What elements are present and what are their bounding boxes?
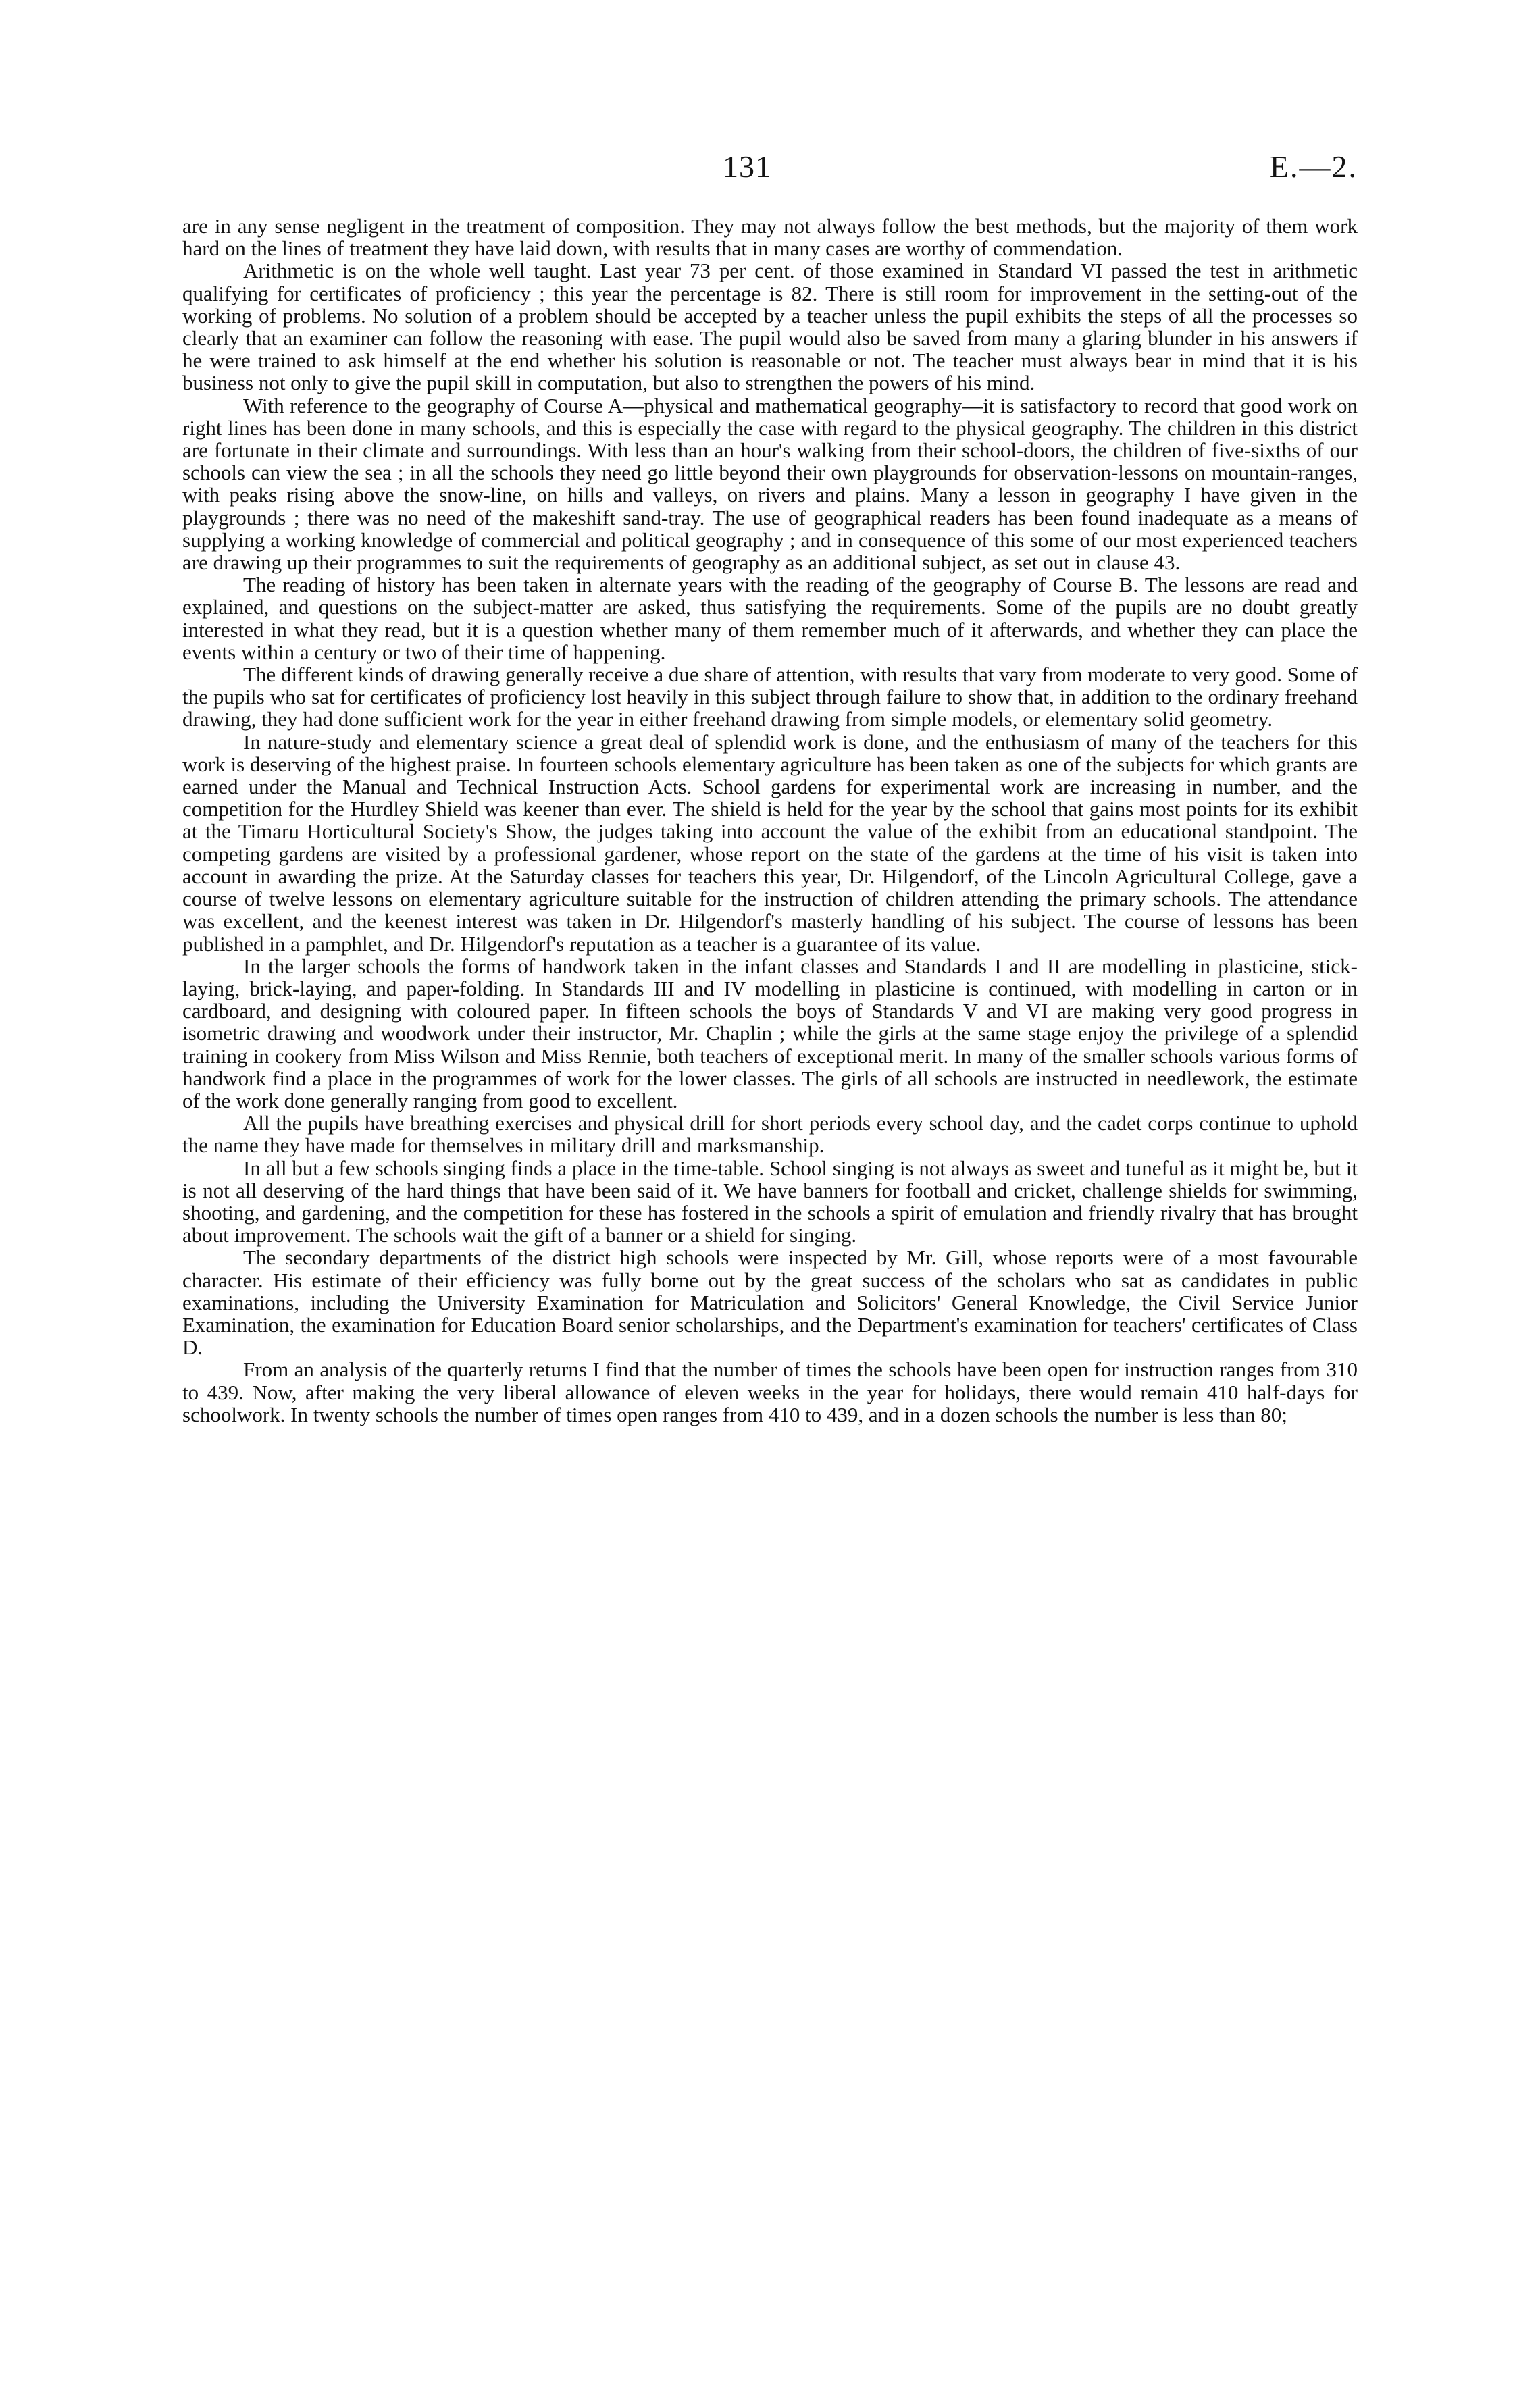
page-number: 131: [723, 149, 771, 184]
page-header: [182, 149, 1358, 196]
paragraph-nature-study: In nature-study and elementary science a great deal of splendid work is done, and the enthusiasm of many of the teachers for this work is deserving of the highest praise. In fourteen schools elementary agriculture has been taken as one of the subjects for which grants are earned under the Manual and Technical Instruction Acts. School gardens for experimental work are increasing in number, and the competition for the Hurdley Shield was keener than ever. The shield is held for the year by the school that gains most points for its exhibit at the Timaru Horticultural Society's Show, the judges taking into account the value of the exhibit from an educational standpoint. The competing gardens are visited by a professional gardener, whose report on the state of the gardens at the time of his visit is taken into account in awarding the prize. At the Saturday classes for teachers this year, Dr. Hilgendorf, of the Lincoln Agricultural College, gave a course of twelve lessons on elementary agriculture suitable for the instruction of children attending the primary schools. The attendance was excellent, and the keenest interest was taken in Dr. Hilgendorf's masterly handling of his subject. The course of lessons has been published in a pamphlet, and Dr. Hilgendorf's reputation as a teacher is a guarantee of its value.: [182, 729, 1358, 956]
document-reference: E.—2.: [1269, 149, 1358, 184]
paragraph-composition-continued: are in any sense negligent in the treatment of composition. They may not always follow the best methods, but the majority of them work hard on the lines of treatment they have laid down, with results that in many cases are worthy of commendation.: [182, 214, 1358, 261]
body-text: [182, 215, 1358, 1426]
paragraph-geography: With reference to the geography of Course A—physical and mathematical geography—it is satisfactory to record that good work on right lines has been done in many schools, and this is especially the case with regard to the physical geography. The children in this district are fortunate in their climate and surroundings. With less than an hour's walking from their school-doors, the children of five-sixths of our schools can view the sea ; in all the schools they need go little beyond their own playgrounds for observation-lessons on mountain-ranges, with peaks rising above the snow-line, on hills and valleys, on rivers and plains. Many a lesson in geography I have given in the playgrounds ; there was no need of the makeshift sand-tray. The use of geographical readers has been found inadequate as a means of supplying a working knowledge of commercial and political geography ; and in consequence of this some of our most experienced teachers are drawing up their programmes to suit the requirements of geography as an additional subject, as set out in clause 43.: [182, 393, 1358, 575]
paragraph-secondary-departments: The secondary departments of the district high schools were inspected by Mr. Gill, whose reports were of a most favourable character. His estimate of their efficiency was fully borne out by the great success of the scholars who sat as candidates in public examinations, including the University Examination for Matriculation and Solicitors' General Knowledge, the Civil Service Junior Examination, the examination for Education Board senior scholarships, and the Department's examination for teachers' certificates of Class D.: [182, 1245, 1358, 1360]
paragraph-singing: In all but a few schools singing finds a place in the time-table. School singing is not always as sweet and tuneful as it might be, but it is not all deserving of the hard things that have been said of it. We have banners for football and cricket, challenge shields for swimming, shooting, and gardening, and the competition for these has fostered in the schools a spirit of emulation and friendly rivalry that has brought about improvement. The schools wait the gift of a banner or a shield for singing.: [182, 1156, 1358, 1247]
paragraph-physical-drill: All the pupils have breathing exercises and physical drill for short periods every school day, and the cadet corps continue to uphold the name they have made for themselves in military drill and marksmanship.: [182, 1111, 1358, 1158]
paragraph-drawing: The different kinds of drawing generally receive a due share of attention, with results that vary from moderate to very good. Some of the pupils who sat for certificates of proficiency lost heavily in this subject through failure to show that, in addition to the ordinary freehand drawing, they had done sufficient work for the year in either freehand drawing from simple models, or elementary solid geometry.: [182, 663, 1358, 731]
paragraph-history: The reading of history has been taken in alternate years with the reading of the geography of Course B. The lessons are read and explained, and questions on the subject-matter are asked, thus satisfying the requirements. Some of the pupils are no doubt greatly interested in what they read, but it is a question whether many of them remember much of it afterwards, and whether they can place the events within a century or two of their time of happening.: [182, 573, 1358, 664]
paragraph-arithmetic: Arithmetic is on the whole well taught. Last year 73 per cent. of those examined in Standard VI passed the test in arithmetic qualifying for certificates of proficiency ; this year the percentage is 82. There is still room for improvement in the setting-out of the working of problems. No solution of a problem should be accepted by a teacher unless the pupil exhibits the steps of all the processes so clearly that an examiner can follow the reasoning with ease. The pupil would also be saved from many a glaring blunder in his answers if he were trained to ask himself at the end whether his solution is reasonable or not. The teacher must always bear in mind that it is his business not only to give the pupil skill in computation, but also to strengthen the powers of his mind.: [182, 259, 1358, 395]
paragraph-quarterly-returns: From an analysis of the quarterly returns I find that the number of times the schools have been open for instruction ranges from 310 to 439. Now, after making the very liberal allowance of eleven weeks in the year for holidays, there would remain 410 half-days for schoolwork. In twenty schools the number of times open ranges from 410 to 439, and in a dozen schools the number is less than 80;: [182, 1358, 1358, 1426]
paragraph-handwork: In the larger schools the forms of handwork taken in the infant classes and Standards I and II are modelling in plasticine, stick-laying, brick-laying, and paper-folding. In Standards III and IV modelling in plasticine is continued, with modelling in carton or in cardboard, and designing with coloured paper. In fifteen schools the boys of Standards V and VI are making very good progress in isometric drawing and woodwork under their instructor, Mr. Chaplin ; while the girls at the same stage enjoy the privilege of a splendid training in cookery from Miss Wilson and Miss Rennie, both teachers of exceptional merit. In many of the smaller schools various forms of handwork find a place in the programmes of work for the lower classes. The girls of all schools are instructed in needlework, the estimate of the work done generally ranging from good to excellent.: [182, 954, 1358, 1112]
